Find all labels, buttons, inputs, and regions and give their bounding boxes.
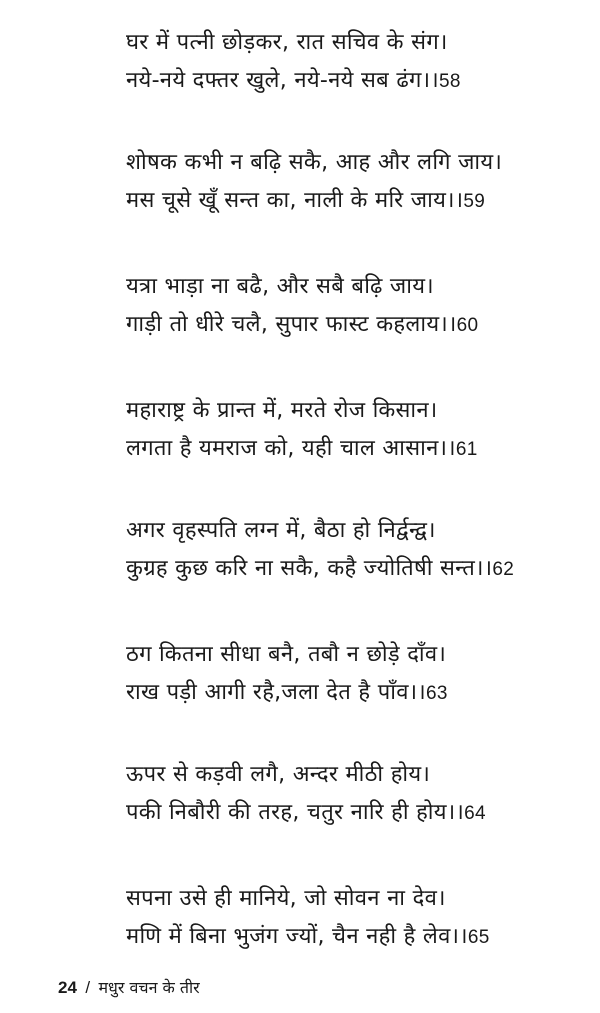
verse-62 — [126, 512, 586, 588]
verse-line-text: मणि में बिना भुजंग ज्यों, चैन नही है लेव।। — [126, 924, 468, 949]
verse-64 — [126, 756, 586, 832]
verse-60 — [126, 268, 586, 344]
verse-line-2 — [126, 430, 586, 468]
page-footer — [58, 976, 200, 1000]
verse-line-2 — [126, 550, 586, 588]
verse-number: 65 — [467, 927, 490, 948]
verse-line-1: घर में पत्नी छोड़कर, रात सचिव के संग। — [126, 30, 448, 55]
verse-number: 59 — [463, 191, 486, 212]
verse-line-text: नये-नये दफ्तर खुले, नये-नये सब ढंग।। — [126, 68, 439, 93]
verse-number: 62 — [492, 559, 515, 580]
verse-65 — [126, 880, 586, 956]
verse-line-2 — [126, 918, 586, 956]
verse-line-text: मस चूसे खूँ सन्त का, नाली के मरि जाय।। — [126, 188, 464, 213]
verse-63 — [126, 636, 586, 712]
verse-59 — [126, 144, 586, 220]
verse-line-text: लगता है यमराज को, यही चाल आसान।। — [126, 436, 456, 461]
verse-line-1: सपना उसे ही मानिये, जो सोवन ना देव। — [126, 886, 446, 911]
verse-61 — [126, 392, 586, 468]
book-title: मधुर वचन के तीर — [98, 978, 200, 997]
verse-line-2 — [126, 306, 586, 344]
verse-line-1: यत्रा भाड़ा ना बढै, और सबै बढ़ि जाय। — [126, 274, 434, 299]
verse-58 — [126, 24, 586, 100]
verse-line-1: महाराष्ट्र के प्रान्त में, मरते रोज किसान। — [126, 398, 438, 423]
verse-line-2 — [126, 62, 586, 100]
verse-number: 64 — [464, 803, 486, 824]
verse-line-1: ठग कितना सीधा बनै, तबौ न छोड़े दाँव। — [126, 642, 447, 667]
verse-line-text: पकी निबौरी की तरह, चतुर नारि ही होय।। — [126, 800, 465, 825]
verse-number: 63 — [426, 683, 448, 704]
verse-line-text: राख पड़ी आगी रहै,जला देत है पाँव।। — [126, 680, 427, 705]
verse-line-text: गाड़ी तो धीरे चलै, सुपार फास्ट कहलाय।। — [126, 312, 457, 337]
verse-line-1: ऊपर से कड़वी लगै, अन्दर मीठी होय। — [126, 762, 431, 787]
verse-line-2 — [126, 182, 586, 220]
verse-line-1: अगर वृहस्पति लग्न में, बैठा हो निर्द्वन्द्व। — [126, 518, 436, 543]
verse-number: 60 — [456, 315, 479, 336]
page-number: 24 — [58, 978, 77, 997]
verse-line-1: शोषक कभी न बढ़ि सकै, आह और लगि जाय। — [126, 150, 503, 175]
verse-number: 61 — [455, 439, 478, 460]
verse-line-2 — [126, 794, 586, 832]
footer-separator: / — [85, 978, 91, 997]
verse-line-text: कुग्रह कुछ करि ना सकै, कहै ज्योतिषी सन्त।। — [126, 556, 493, 581]
verse-number: 58 — [439, 71, 461, 92]
verse-line-2 — [126, 674, 586, 712]
